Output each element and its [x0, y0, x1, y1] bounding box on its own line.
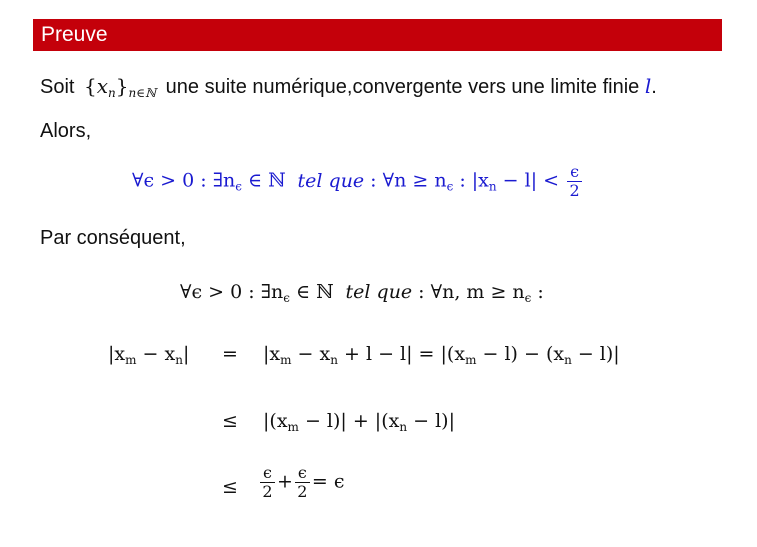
- plus-sign: +: [276, 470, 293, 493]
- alors-text: Alors,: [40, 120, 92, 142]
- align-rhs-2: [263, 410, 455, 434]
- eq2-end: :: [531, 281, 544, 303]
- lhs-sub: m: [125, 353, 137, 367]
- sequence-notation: $\{x_n\}_{n\in ℕ}$: [84, 74, 157, 100]
- eq1-abs-sub: n: [488, 179, 497, 194]
- rhs1-sub: m: [465, 353, 477, 367]
- sequence-statement: [40, 74, 657, 100]
- cauchy-quantifier-equation: [180, 281, 544, 305]
- eq1-rest-sub: ϵ: [446, 179, 454, 194]
- eq1-abs: : |x: [453, 169, 489, 192]
- rhs1-part: |x: [263, 343, 281, 365]
- lhs-sub: n: [175, 353, 183, 367]
- rhs2-part: |(x: [263, 410, 288, 432]
- statement-text: une suite numérique,convergente vers une limite finie: [165, 76, 640, 98]
- rhs1-part: + l − l| = |(x: [337, 343, 466, 365]
- seq-var: x: [96, 74, 109, 98]
- relation-equals: =: [222, 343, 238, 365]
- seq-sub: n: [108, 86, 116, 100]
- fraction-epsilon-half: [260, 464, 275, 501]
- lhs-part: |x: [108, 343, 126, 365]
- lhs-part: |: [182, 343, 190, 365]
- align-lhs: [108, 343, 189, 367]
- eq2-rest: : ∀n, m ≥ n: [418, 281, 525, 303]
- rhs2-sub: m: [287, 420, 299, 434]
- rhs2-sub: n: [399, 420, 408, 434]
- eq1-frac-den: 2: [569, 181, 580, 200]
- rhs1-sub: n: [564, 353, 572, 367]
- seq-index: n∈ℕ: [128, 86, 157, 100]
- lhs-part: − x: [136, 343, 176, 365]
- epsilon-definition-equation: [132, 163, 584, 200]
- rhs1-part: − x: [291, 343, 331, 365]
- eq2-tel-que: tel que: [345, 281, 413, 303]
- align-rhs-1: [263, 343, 620, 367]
- soit-word: Soit: [40, 76, 75, 98]
- fraction-epsilon-half: [295, 464, 310, 501]
- rhs1-sub: m: [280, 353, 292, 367]
- eq1-in-n: ∈ ℕ: [241, 169, 286, 192]
- proof-header: [33, 19, 722, 51]
- frac-den: 2: [297, 482, 308, 501]
- eq2-quant-sub: ϵ: [283, 291, 290, 305]
- eq1-tel-que: tel que: [297, 169, 365, 192]
- align-rhs-3: [258, 464, 344, 501]
- rhs2-part: − l)| + |(x: [298, 410, 400, 432]
- rhs1-part: − l) − (x: [476, 343, 565, 365]
- rhs1-sub: n: [330, 353, 338, 367]
- eq1-abs-end: − l| <: [496, 169, 560, 192]
- rhs2-part: − l)|: [407, 410, 455, 432]
- frac-num: ϵ: [260, 464, 275, 483]
- equals-epsilon: = ϵ: [311, 470, 345, 493]
- rhs1-part: − l)|: [571, 343, 620, 365]
- limit-symbol: l: [644, 74, 652, 98]
- eq1-frac-num: ϵ: [567, 163, 582, 182]
- eq1-quant-sub: ϵ: [235, 179, 242, 194]
- eq1-quant: ∀ϵ > 0 : ∃n: [132, 169, 236, 192]
- proof-title: Preuve: [41, 23, 108, 46]
- eq1-rest: : ∀n ≥ n: [370, 169, 447, 192]
- relation-leq: ≤: [222, 476, 238, 498]
- eq1-fraction: [567, 163, 582, 200]
- relation-leq: ≤: [222, 410, 238, 432]
- eq2-quant: ∀ϵ > 0 : ∃n: [180, 281, 284, 303]
- eq2-rest-sub: ϵ: [524, 291, 532, 305]
- statement-end: .: [651, 76, 657, 98]
- frac-num: ϵ: [295, 464, 310, 483]
- eq2-in-n: ∈ ℕ: [289, 281, 334, 303]
- par-consequent-text: Par conséquent,: [40, 227, 186, 249]
- frac-den: 2: [262, 482, 273, 501]
